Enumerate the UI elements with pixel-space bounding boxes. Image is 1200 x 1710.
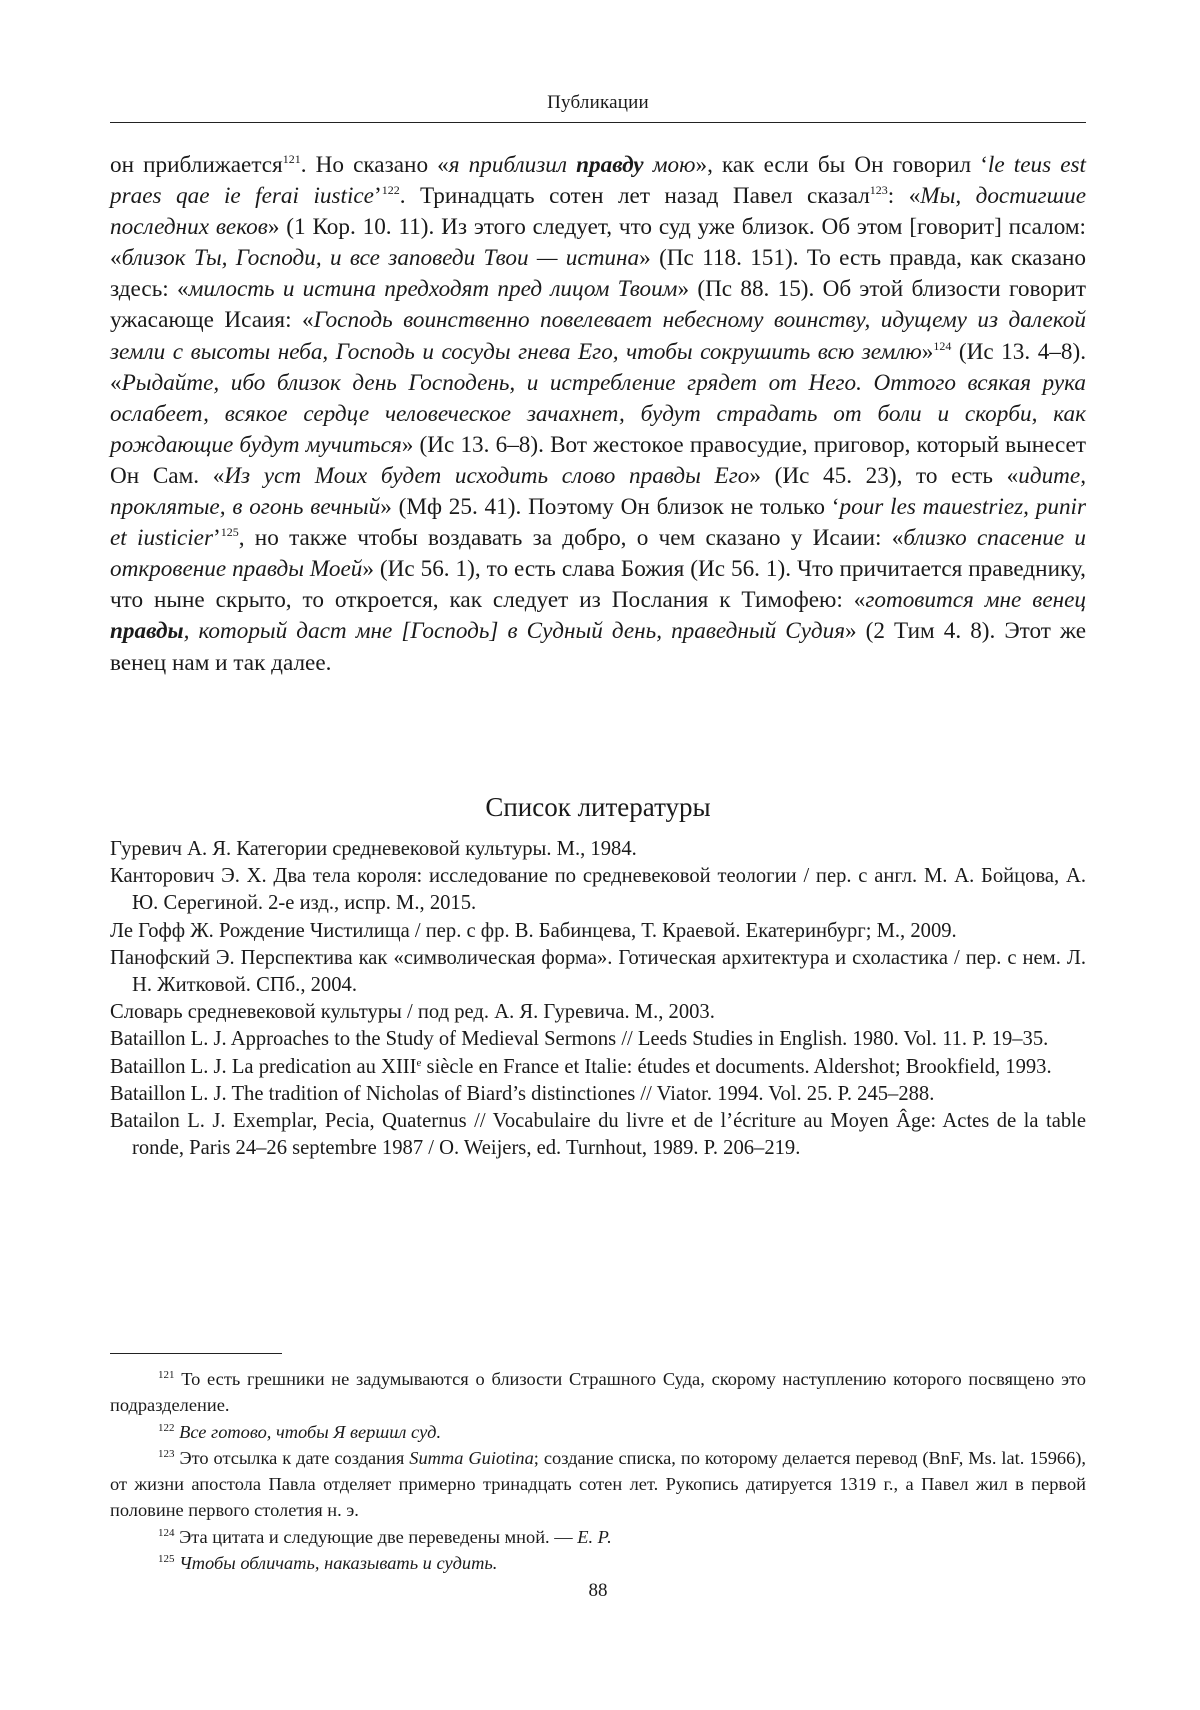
bibliography-entry <box>110 999 1086 1026</box>
body-text-run: : « <box>887 183 921 210</box>
body-text-run: . Но сказано « <box>300 152 449 178</box>
body-text-run: ’ <box>373 183 382 210</box>
body-text-run: » (Пс 88. 15). Об этой близости говорит ужасающе Исаия: « <box>110 276 1086 334</box>
footnote <box>110 1524 1086 1550</box>
footnote-italic-run: Чтобы обличать, наказывать и судить. <box>179 1553 498 1574</box>
footnote <box>110 1366 1086 1419</box>
body-bold-italic-run: правды <box>110 618 184 645</box>
bibliography-text-run: Bataillon L. J. The tradition of Nicholas of Biard’s distinctiones // Viator. 1994. Vol. 25. P. 245–288. <box>110 1082 935 1105</box>
footnote-footnote-ref: 125 <box>158 1553 175 1566</box>
body-italic-run: близок Ты, Господи, и все заповеди Твои — истина <box>121 245 640 272</box>
bibliography-text-run: Ле Гофф Ж. Рождение Чистилища / пер. с фр. В. Бабинцева, Т. Краевой. Екатеринбург; М., 2009. <box>110 919 957 942</box>
body-footnote-ref: 121 <box>282 152 301 166</box>
body-text-run: » (Ис 56. 1), то есть слава Божия (Ис 56. 1). Что причитается праведнику, что ныне скрыто, то откроется, как следует из Послания к Тимофею: « <box>110 556 1086 614</box>
bibliography-text-run: siècle en France et Italie: études et documents. Aldershot; Brookfield, 1993. <box>421 1055 1052 1078</box>
body-italic-run: le teus est praes qae ie ferai iustice <box>110 152 1087 210</box>
bibliography-text-run: Bataillon L. J. Approaches to the Study of Medieval Sermons // Leeds Studies in English. 1980. Vol. 11. P. 19–35. <box>110 1028 1049 1051</box>
bibliography-entry <box>110 1108 1086 1162</box>
body-text-run: » (Мф 25. 41). Поэтому Он близок не только ‘ <box>380 494 840 521</box>
body-italic-run: Из уст Моих будет исходить слово правды Его <box>224 462 750 489</box>
footnote-footnote-ref: 122 <box>158 1421 175 1434</box>
footnote <box>110 1445 1086 1524</box>
body-italic-run: Рыдайте, ибо близок день Господень, и истребление грядет от Него. Оттого всякая рука ослабеет, всякое сердце человеческое зачахнет, будут страдать от боли и скорби, как рождающие будут мучиться <box>110 369 1086 458</box>
bibliography-entry <box>110 918 1086 945</box>
page-number: 88 <box>588 1580 608 1601</box>
main-text <box>110 150 1086 679</box>
running-head: Публикации <box>547 92 649 113</box>
footnote-italic-run: Все готово, чтобы Я вершил суд. <box>179 1421 442 1442</box>
body-footnote-ref: 122 <box>381 183 400 198</box>
body-italic-run: Мы, достигшие последних веков <box>110 183 1086 241</box>
bibliography-entry <box>110 836 1086 863</box>
footnotes-list <box>110 1366 1086 1576</box>
footnote <box>110 1419 1086 1445</box>
body-text-run: он приближается <box>110 152 283 178</box>
body-text-run: » <box>921 338 934 365</box>
body-footnote-ref: 124 <box>933 338 952 353</box>
body-italic-run: идите, проклятые, в огонь вечный <box>110 462 1087 521</box>
body-italic-run: , который даст мне [Господь] в Судный день, праведный Судия <box>183 618 846 645</box>
footnote-separator <box>110 1353 282 1354</box>
footnote-text-run: То есть грешники не задумываются о близости Страшного Суда, скорому наступлению которого посвящено это подразделение. <box>110 1369 1086 1416</box>
body-text-run: » (Ис 13. 6–8). Вот жестокое правосудие, приговор, который вынесет Он Сам. « <box>110 431 1086 489</box>
body-text-run: » (Пс 118. 151). То есть правда, как сказано здесь: « <box>110 245 1086 303</box>
bibliography-entry <box>110 1054 1086 1081</box>
body-italic-run: pour les mauestriez, punir et iusticier <box>110 494 1087 552</box>
bibliography-text-run: Гуревич А. Я. Категории средневековой культуры. М., 1984. <box>110 838 637 860</box>
body-text-run: (Ис 13. 4–8). « <box>110 338 1086 396</box>
body-italic-run: близко спасение и откровение правды Моей <box>110 525 1086 583</box>
body-text-run: . Тринадцать сотен лет назад Павел сказал <box>399 183 870 210</box>
body-text-run: » (2 Тим 4. 8). Этот же венец нам и так далее. <box>110 618 1086 676</box>
body-italic-run: милость и истина предходят пред лицом Твоим <box>188 276 678 303</box>
footnote-italic-run: Summa Guiotina <box>409 1447 534 1468</box>
body-paragraph <box>110 150 1086 679</box>
body-text-run: ’ <box>213 525 221 552</box>
bibliography-text-run: Канторович Э. Х. Два тела короля: исследование по средневековой теологии / пер. с англ. М. А. Бойцова, А. Ю. Серегиной. 2-е изд., испр. М., 2015. <box>110 865 1086 915</box>
footnote-italic-run: Е. Р. <box>577 1526 612 1547</box>
bibliography-entry <box>110 863 1086 917</box>
body-footnote-ref: 123 <box>869 183 888 198</box>
body-text-run: », как если бы Он говорил ‘ <box>695 152 988 178</box>
footnote-text-run: ; создание списка, по которому делается перевод (BnF, Ms. lat. 15966), от жизни апостола Павла отделяет примерно тринадцать сотен лет. Рукопись датируется 1319 г., а Павел жил в первой половине первого столетия н. э. <box>110 1447 1087 1521</box>
body-italic-run: готовится мне венец <box>865 587 1086 614</box>
footnote-text-run: Эта цитата и следующие две переведены мной. — <box>174 1526 578 1547</box>
bibliography-heading: Список литературы <box>485 792 711 822</box>
body-text-run: » (Ис 45. 23), то есть « <box>749 462 1019 489</box>
bibliography-text-run: Словарь средневековой культуры / под ред. А. Я. Гуревича. М., 2003. <box>110 1001 715 1024</box>
bibliography-list <box>110 836 1086 1162</box>
bibliography-entry <box>110 1081 1086 1108</box>
bibliography-text-run: Bataillon L. J. La predication au XIII <box>110 1055 417 1078</box>
footnote-footnote-ref: 121 <box>158 1369 175 1381</box>
body-text-run: , но также чтобы воздавать за добро, о чем сказано у Исаии: « <box>238 525 904 552</box>
bibliography-footnote-ref: e <box>416 1056 422 1069</box>
footnote <box>110 1550 1086 1576</box>
bibliography-text-run: Batailon L. J. Exemplar, Pecia, Quaternus // Vocabulaire du livre et de l’écriture au Moyen Âge: Actes de la table ronde, Paris 24–26 septembre 1987 / O. Weijers, ed. Turnhout, 1989. P. 206–219. <box>110 1110 1086 1160</box>
body-footnote-ref: 125 <box>220 525 239 540</box>
bibliography-entry <box>110 1026 1086 1053</box>
bibliography-entry <box>110 945 1086 999</box>
footnote-text-run: Это отсылка к дате создания <box>174 1447 410 1468</box>
footnote-footnote-ref: 124 <box>158 1526 175 1539</box>
bibliography-text-run: Панофский Э. Перспектива как «символическая форма». Готическая архитектура и схоластика / пер. с нем. Л. Н. Житковой. СПб., 2004. <box>110 946 1086 997</box>
body-italic-run: я приблизил <box>448 152 577 178</box>
footnote-footnote-ref: 123 <box>158 1447 175 1460</box>
header-rule <box>110 122 1086 123</box>
body-bold-italic-run: правду <box>576 152 644 178</box>
body-text-run: » (1 Кор. 10. 11). Из этого следует, что суд уже близок. Об этом [говорит] псалом: « <box>110 214 1086 272</box>
body-italic-run: Господь воинственно повелевает небесному воинству, идущему из далекой земли с высоты неба, Господь и сосуды гнева Его, чтобы сокрушить всю землю <box>110 307 1086 365</box>
body-italic-run: мою <box>643 152 696 178</box>
